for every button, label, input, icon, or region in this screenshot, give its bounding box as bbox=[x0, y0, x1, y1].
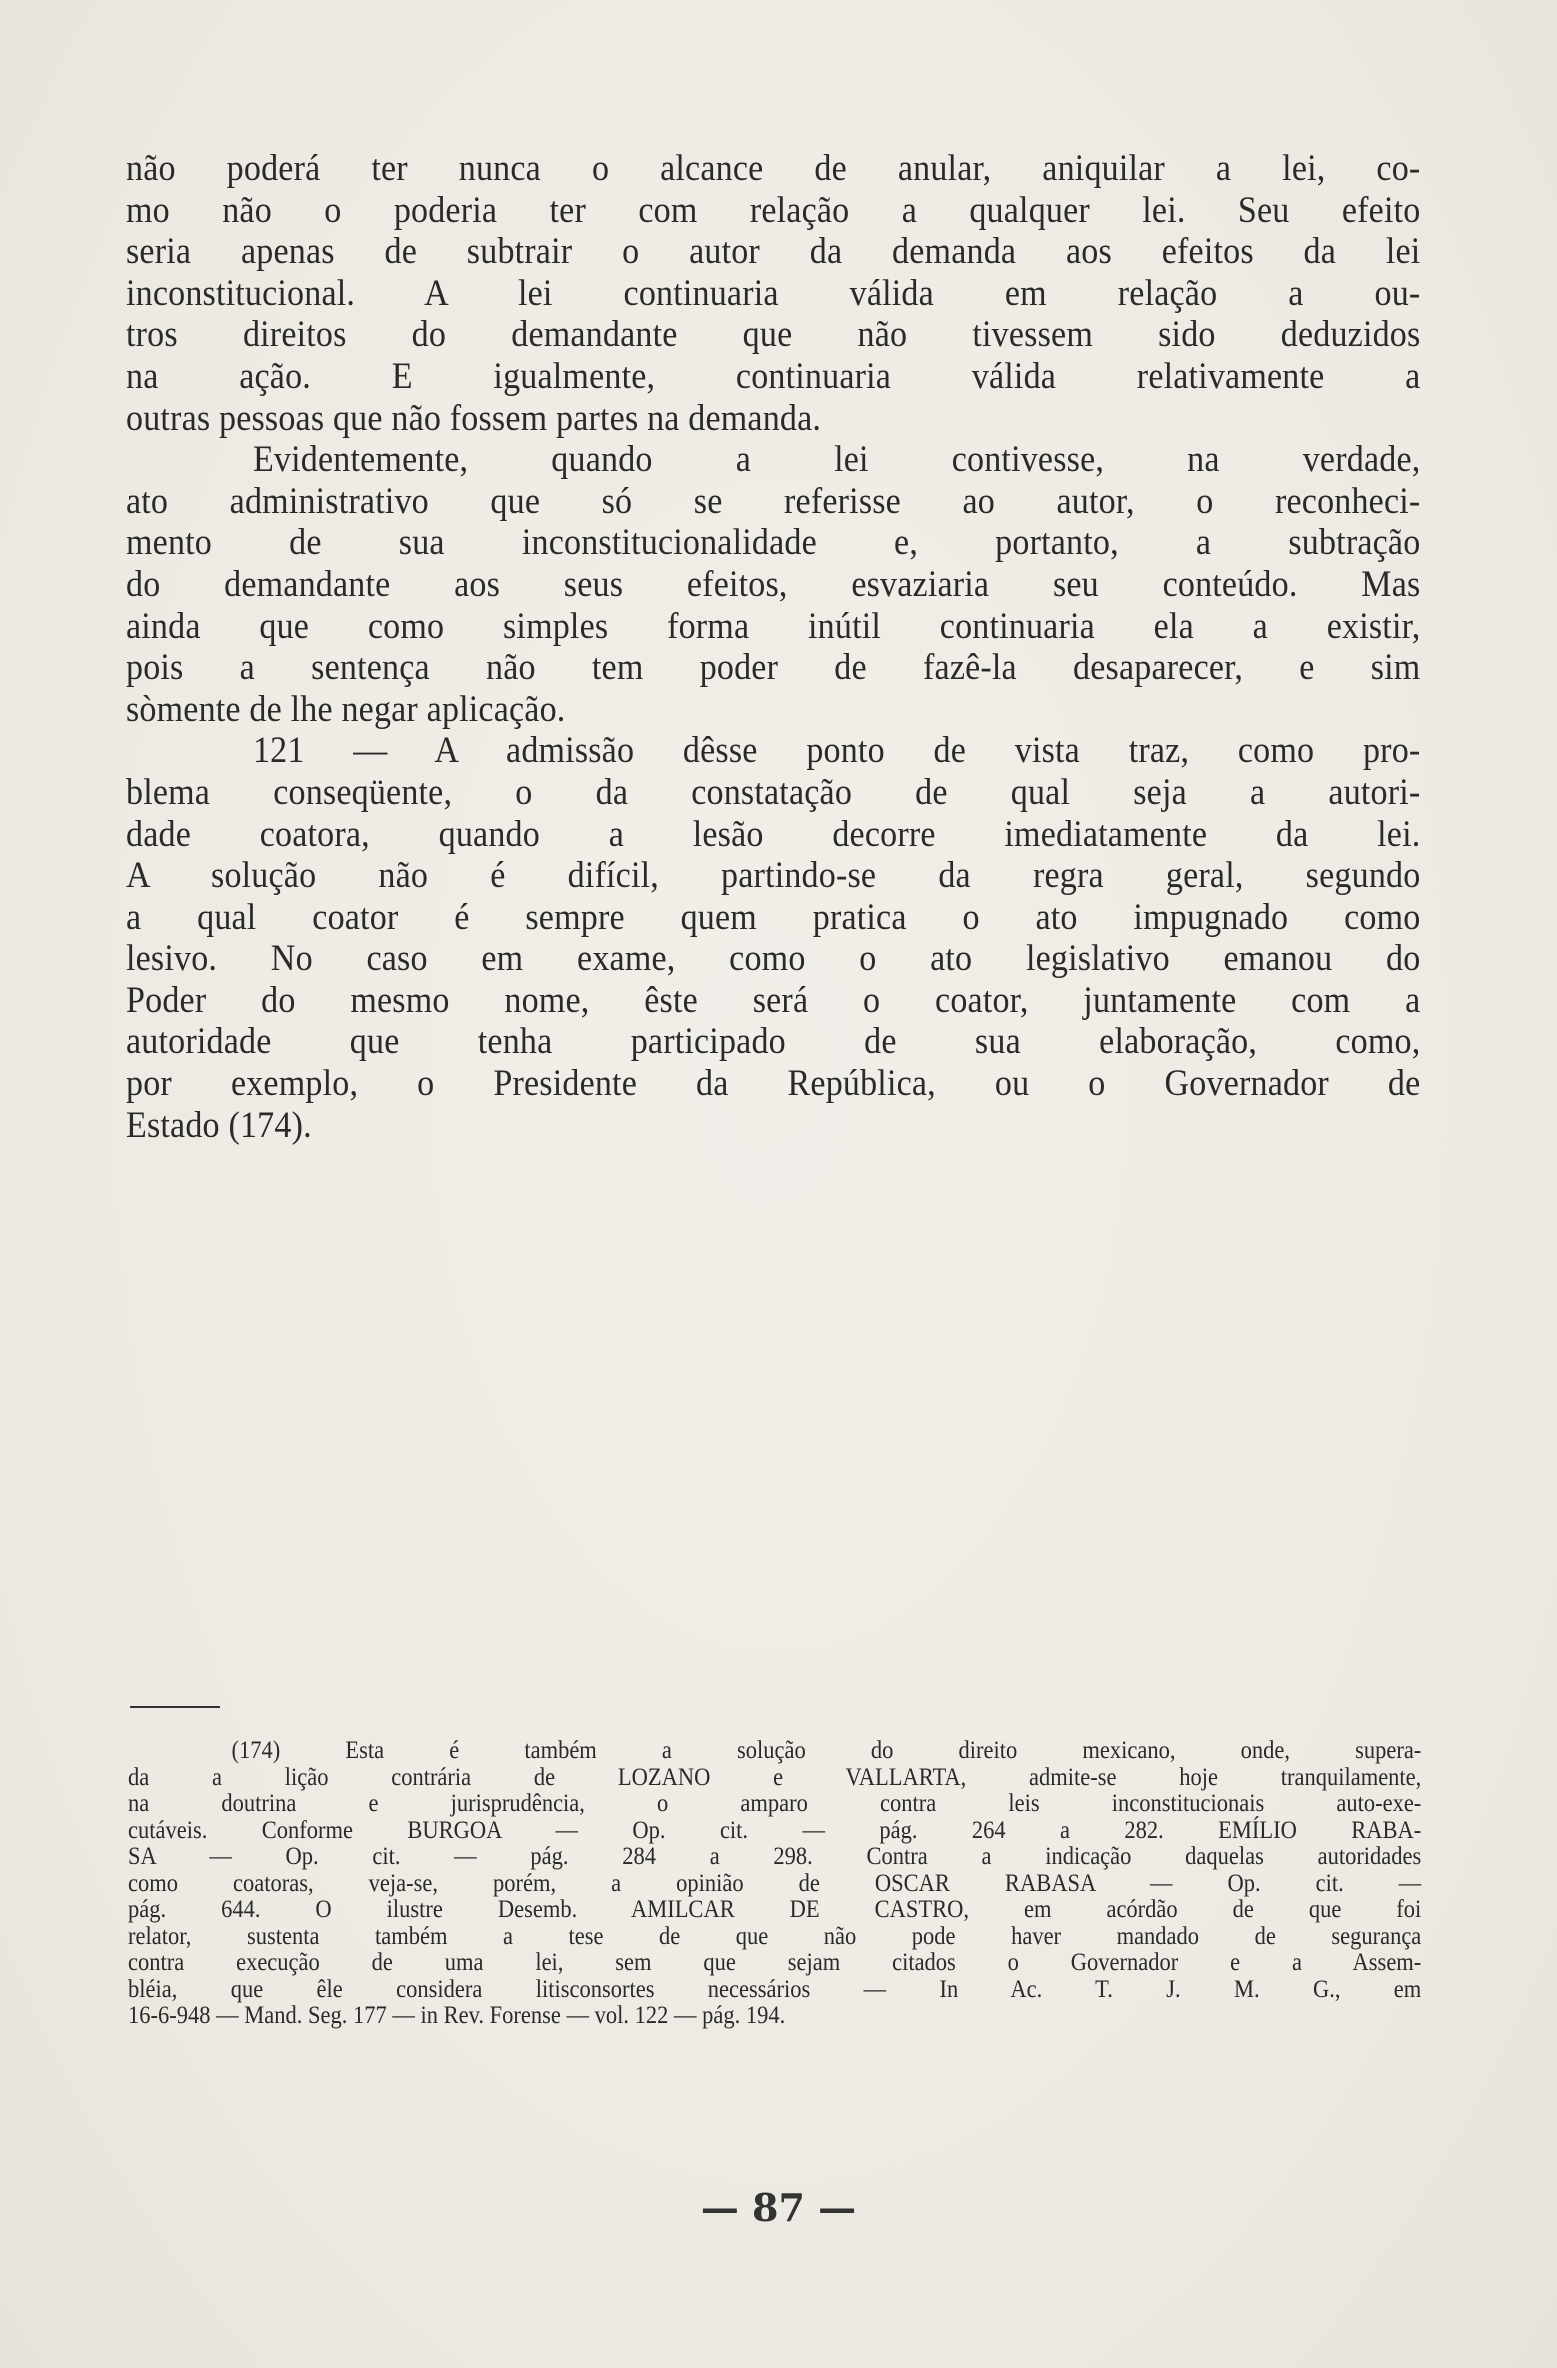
body-line: Poder do mesmo nome, êste será o coator, juntamente com a bbox=[126, 979, 1421, 1021]
footnote-174 bbox=[128, 1738, 1421, 2030]
footnote-line: bléia, que êle considera litisconsortes necessários — In Ac. T. J. M. G., em bbox=[128, 1975, 1422, 2003]
body-line: mo não o poderia ter com relação a qualquer lei. Seu efeito bbox=[126, 189, 1421, 231]
footnote-line: SA — Op. cit. — pág. 284 a 298. Contra a indicação daquelas autoridades bbox=[128, 1843, 1422, 1870]
footnote-line: (174) Esta é também a solução do direito mexicano, onde, supera- bbox=[231, 1737, 1422, 1764]
body-line: ato administrativo que só se referisse ao autor, o reconheci- bbox=[126, 480, 1421, 522]
page-number: — 87 — bbox=[700, 2185, 857, 2230]
footnote-line: da a lição contrária de LOZANO e VALLARTA, admite-se hoje tranquilamente, bbox=[128, 1763, 1422, 1791]
body-line: não poderá ter nunca o alcance de anular, aniquilar a lei, co- bbox=[126, 148, 1421, 189]
footnote-separator bbox=[130, 1706, 220, 1708]
footnote-line: pág. 644. O ilustre Desemb. AMILCAR DE CASTRO, em acórdão de que foi bbox=[128, 1896, 1422, 1923]
body-line: autoridade que tenha participado de sua elaboração, como, bbox=[126, 1021, 1421, 1063]
body-line: outras pessoas que não fossem partes na demanda. bbox=[126, 397, 822, 439]
paragraph-start-line: Evidentemente, quando a lei contivesse, na verdade, bbox=[252, 439, 1421, 481]
body-line: sòmente de lhe negar aplicação. bbox=[126, 688, 566, 730]
body-line: Estado (174). bbox=[126, 1104, 312, 1146]
body-line: blema conseqüente, o da constatação de qual seja a autori- bbox=[126, 771, 1421, 813]
body-line: ainda que como simples forma inútil continuaria ela a existir, bbox=[126, 605, 1421, 647]
body-line: na ação. E igualmente, continuaria válida relativamente a bbox=[126, 355, 1421, 397]
body-line: lesivo. No caso em exame, como o ato legislativo emanou do bbox=[126, 938, 1421, 980]
body-line: dade coatora, quando a lesão decorre imediatamente da lei. bbox=[126, 813, 1421, 855]
footnote-line: 16-6-948 — Mand. Seg. 177 — in Rev. Forense — vol. 122 — pág. 194. bbox=[128, 2002, 786, 2029]
footnote-line: na doutrina e jurisprudência, o amparo contra leis inconstitucionais auto-exe- bbox=[128, 1790, 1422, 1817]
body-line: inconstitucional. A lei continuaria válida em relação a ou- bbox=[126, 272, 1421, 314]
body-line: seria apenas de subtrair o autor da demanda aos efeitos da lei bbox=[126, 231, 1421, 273]
body-line: A solução não é difícil, partindo-se da regra geral, segundo bbox=[126, 855, 1421, 897]
body-line: pois a sentença não tem poder de fazê-la desaparecer, e sim bbox=[126, 647, 1421, 689]
section-121-start-line: 121 — A admissão dêsse ponto de vista traz, como pro- bbox=[252, 730, 1421, 772]
footnote-line: relator, sustenta também a tese de que não pode haver mandado de segurança bbox=[128, 1922, 1422, 1950]
footnote-line: cutáveis. Conforme BURGOA — Op. cit. — pág. 264 a 282. EMÍLIO RABA- bbox=[128, 1816, 1422, 1844]
body-line: tros direitos do demandante que não tivessem sido deduzidos bbox=[126, 314, 1421, 356]
body-line: do demandante aos seus efeitos, esvaziaria seu conteúdo. Mas bbox=[126, 563, 1421, 605]
body-line: mento de sua inconstitucionalidade e, portanto, a subtração bbox=[126, 522, 1421, 564]
footnote-line: contra execução de uma lei, sem que sejam citados o Governador e a Assem- bbox=[128, 1949, 1422, 1976]
body-line: a qual coator é sempre quem pratica o ato impugnado como bbox=[126, 896, 1421, 938]
body-text bbox=[126, 148, 1420, 1146]
footnote-line: como coatoras, veja-se, porém, a opinião de OSCAR RABASA — Op. cit. — bbox=[128, 1869, 1422, 1897]
body-line: por exemplo, o Presidente da República, ou o Governador de bbox=[126, 1063, 1421, 1105]
